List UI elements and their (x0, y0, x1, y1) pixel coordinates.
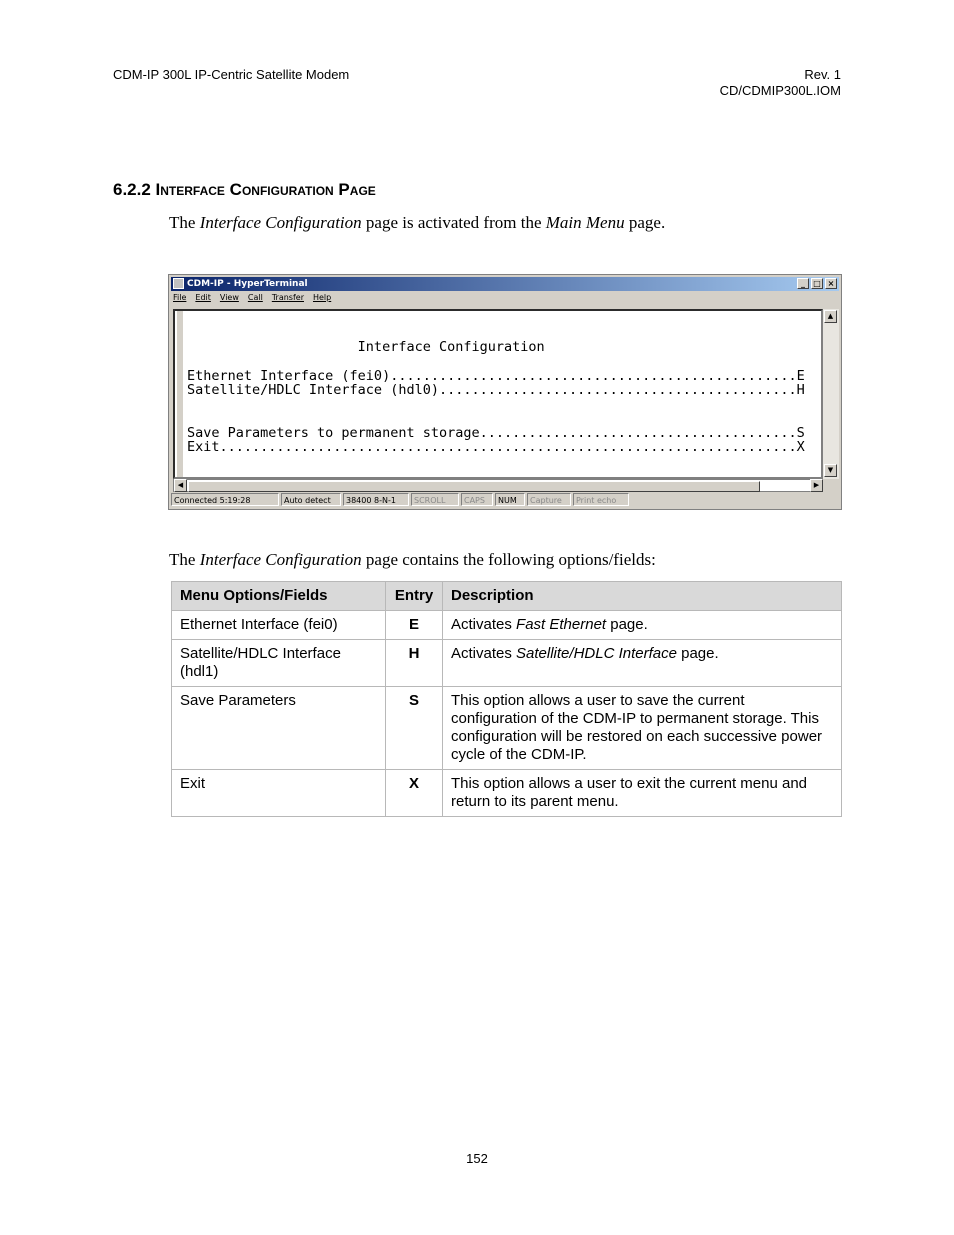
status-detect: Auto detect (281, 493, 341, 506)
status-scroll: SCROLL (411, 493, 459, 506)
row-entry: S (386, 687, 443, 770)
menu-edit[interactable]: Edit (195, 293, 211, 302)
scroll-down-icon[interactable]: ▼ (824, 464, 837, 477)
intro-pre: The (169, 213, 200, 232)
table-row (172, 640, 842, 687)
page-number: 152 (466, 1151, 488, 1166)
vertical-scrollbar[interactable] (823, 309, 839, 479)
status-capture: Capture (527, 493, 571, 506)
terminal-line-save: Save Parameters to permanent storage.......................................S (187, 425, 805, 441)
menu-transfer[interactable]: Transfer (271, 293, 304, 302)
status-connected: Connected 5:19:28 (171, 493, 279, 506)
table-row (172, 770, 842, 817)
row-entry: H (386, 640, 443, 687)
menu-bar (173, 293, 331, 307)
status-num: NUM (495, 493, 525, 506)
menu-file[interactable]: File (173, 293, 187, 302)
menu-call[interactable]: Call (247, 293, 263, 302)
row-description (443, 611, 842, 640)
scroll-up-icon[interactable]: ▲ (824, 310, 837, 323)
status-baud: 38400 8-N-1 (343, 493, 409, 506)
menu-help[interactable]: Help (312, 293, 332, 302)
hyperterminal-window (168, 274, 842, 510)
intro-post: page. (624, 213, 666, 232)
intro-paragraph (169, 213, 665, 233)
horizontal-scrollbar[interactable] (173, 479, 823, 492)
intro-italic-1: Interface Configuration (199, 213, 362, 232)
row-option: Exit (172, 770, 386, 817)
table-intro-post: page contains the following options/fields: (361, 550, 656, 569)
status-bar (171, 493, 839, 507)
row-option: Ethernet Interface (fei0) (172, 611, 386, 640)
terminal-line-exit: Exit.......................................................................X (187, 439, 805, 455)
section-number: 6.2.2 (113, 180, 151, 199)
status-caps: CAPS (461, 493, 493, 506)
terminal-area[interactable] (173, 309, 823, 479)
header-description: Description (443, 582, 842, 611)
desc-italic: Satellite/HDLC Interface (516, 645, 677, 662)
minimize-icon[interactable]: _ (797, 278, 809, 289)
intro-italic-2: Main Menu (545, 213, 625, 232)
terminal-heading: Interface Configuration (187, 339, 545, 355)
close-icon[interactable]: × (825, 278, 837, 289)
window-title: CDM-IP - HyperTerminal (187, 279, 308, 289)
horizontal-scroll-thumb[interactable] (188, 481, 760, 492)
row-option: Save Parameters (172, 687, 386, 770)
scroll-left-icon[interactable]: ◀ (174, 479, 187, 492)
desc-text-end: page. (606, 616, 648, 633)
table-intro-italic: Interface Configuration (199, 550, 362, 569)
hyperterminal-icon (173, 278, 184, 289)
intro-mid: page is activated from the (361, 213, 546, 232)
running-header-title: CDM-IP 300L IP-Centric Satellite Modem (113, 67, 350, 82)
table-intro-paragraph (169, 550, 656, 570)
row-description (443, 640, 842, 687)
row-option: Satellite/HDLC Interface (hdl1) (172, 640, 386, 687)
desc-text-end: page. (676, 645, 719, 662)
desc-text: This option allows a user to save the current configuration of the CDM-IP to permanent storage. This configuration will be restored on each successive power cycle of the CDM-IP. (451, 692, 823, 763)
header-entry: Entry (386, 582, 443, 611)
terminal-left-margin (177, 311, 183, 477)
desc-text: Activates (451, 645, 517, 662)
header-menu-options: Menu Options/Fields (172, 582, 386, 611)
table-header-row (172, 582, 842, 611)
terminal-line-ethernet: Ethernet Interface (fei0)..................................................E (187, 368, 805, 384)
table-row (172, 611, 842, 640)
row-entry: E (386, 611, 443, 640)
header-revision: Rev. 1 (804, 67, 841, 82)
maximize-icon[interactable]: □ (811, 278, 823, 289)
section-title: Interface Configuration Page (155, 180, 376, 199)
menu-view[interactable]: View (219, 293, 239, 302)
desc-text: Activates (451, 616, 517, 633)
row-description (443, 770, 842, 817)
header-doc-id: CD/CDMIP300L.IOM (719, 83, 841, 98)
options-table (171, 581, 842, 817)
status-print-echo: Print echo (573, 493, 629, 506)
table-intro-pre: The (169, 550, 200, 569)
terminal-line-satellite: Satellite/HDLC Interface (hdl0)............................................H (187, 382, 805, 398)
desc-text: This option allows a user to exit the current menu and return to its parent menu. (451, 775, 808, 810)
window-titlebar[interactable] (171, 277, 839, 291)
table-row (172, 687, 842, 770)
section-heading (113, 180, 376, 200)
scroll-right-icon[interactable]: ▶ (810, 479, 823, 492)
row-description (443, 687, 842, 770)
desc-italic: Fast Ethernet (516, 616, 607, 633)
row-entry: X (386, 770, 443, 817)
running-header-rev (720, 67, 841, 99)
